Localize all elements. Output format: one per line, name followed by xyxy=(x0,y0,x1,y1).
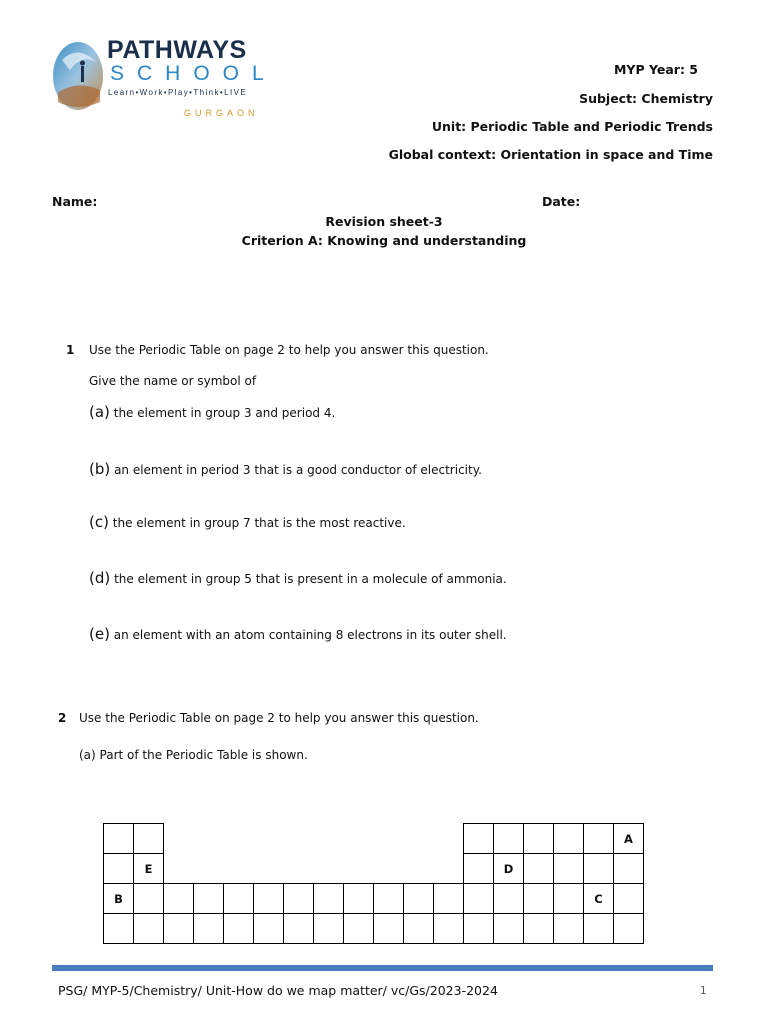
periodic-table-grid xyxy=(103,823,644,944)
logo-name: PATHWAYS xyxy=(107,36,247,64)
grid-cell xyxy=(464,854,494,884)
subject: Subject: Chemistry xyxy=(579,91,713,106)
grid-cell xyxy=(104,854,134,884)
grid-cell xyxy=(284,914,314,944)
grid-cell xyxy=(254,914,284,944)
myp-year: MYP Year: 5 xyxy=(613,62,698,77)
grid-cell xyxy=(134,914,164,944)
grid-cell xyxy=(254,884,284,914)
grid-cell xyxy=(194,914,224,944)
grid-cell xyxy=(584,854,614,884)
grid-cell xyxy=(554,884,584,914)
part-text: the element in group 7 that is the most reactive. xyxy=(112,516,406,530)
q2-part-a: (a) Part of the Periodic Table is shown. xyxy=(79,748,308,762)
date-label: Date: xyxy=(542,194,581,209)
grid-cell xyxy=(134,884,164,914)
grid-cell xyxy=(614,854,644,884)
part-text: the element in group 5 that is present in a molecule of ammonia. xyxy=(114,572,507,586)
part-letter: (b) xyxy=(89,460,111,478)
part-letter: (e) xyxy=(89,625,110,643)
grid-cell xyxy=(524,914,554,944)
grid-cell xyxy=(494,914,524,944)
table-row xyxy=(104,824,644,854)
grid-cell xyxy=(494,824,524,854)
grid-cell xyxy=(554,824,584,854)
grid-cell xyxy=(104,824,134,854)
grid-cell-a: A xyxy=(614,824,644,854)
grid-cell-b: B xyxy=(104,884,134,914)
unit: Unit: Periodic Table and Periodic Trends xyxy=(431,119,713,134)
logo-city: GURGAON xyxy=(184,108,259,118)
q1-number: 1 xyxy=(66,343,75,357)
grid-cell xyxy=(314,884,344,914)
name-label: Name: xyxy=(52,194,98,209)
footer-divider xyxy=(52,965,713,971)
criterion: Criterion A: Knowing and understanding xyxy=(241,233,527,248)
grid-cell xyxy=(464,824,494,854)
page-number: 1 xyxy=(700,985,707,997)
grid-cell xyxy=(434,914,464,944)
grid-cell xyxy=(164,914,194,944)
grid-cell xyxy=(314,914,344,944)
grid-cell xyxy=(554,854,584,884)
sheet-title: Revision sheet-3 xyxy=(325,214,443,229)
grid-cell-d: D xyxy=(494,854,524,884)
grid-cell xyxy=(524,884,554,914)
grid-cell xyxy=(494,884,524,914)
grid-cell xyxy=(374,884,404,914)
logo-emblem-icon xyxy=(52,40,104,112)
q1-part-a xyxy=(89,403,335,421)
grid-cell xyxy=(344,884,374,914)
grid-cell xyxy=(224,884,254,914)
logo-tagline: Learn•Work•Play•Think•LIVE xyxy=(108,88,248,97)
q1-intro: Use the Periodic Table on page 2 to help you answer this question. xyxy=(89,343,489,357)
part-letter: (d) xyxy=(89,569,111,587)
logo-school: SCHOOL xyxy=(110,62,277,85)
grid-cell xyxy=(134,824,164,854)
grid-cell xyxy=(584,824,614,854)
table-row xyxy=(104,854,644,884)
grid-cell xyxy=(524,824,554,854)
grid-cell xyxy=(464,914,494,944)
grid-cell xyxy=(404,884,434,914)
part-letter: (c) xyxy=(89,513,109,531)
part-text: an element with an atom containing 8 electrons in its outer shell. xyxy=(113,628,507,642)
part-text: the element in group 3 and period 4. xyxy=(113,406,336,420)
grid-cell xyxy=(614,914,644,944)
grid-cell xyxy=(404,914,434,944)
q1-part-b xyxy=(89,460,482,478)
q1-prompt: Give the name or symbol of xyxy=(89,374,257,388)
grid-cell xyxy=(104,914,134,944)
part-letter: (a) xyxy=(89,403,110,421)
q2-number: 2 xyxy=(58,711,67,725)
grid-cell xyxy=(224,914,254,944)
grid-cell-e: E xyxy=(134,854,164,884)
footer-text: PSG/ MYP-5/Chemistry/ Unit-How do we map matter/ vc/Gs/2023-2024 xyxy=(58,983,498,998)
grid-cell xyxy=(434,884,464,914)
global-context: Global context: Orientation in space and Time xyxy=(388,147,713,162)
grid-cell xyxy=(554,914,584,944)
school-logo xyxy=(52,36,277,120)
grid-cell-c: C xyxy=(584,884,614,914)
grid-cell xyxy=(284,884,314,914)
grid-cell xyxy=(344,914,374,944)
grid-cell xyxy=(524,854,554,884)
grid-cell xyxy=(194,884,224,914)
table-row xyxy=(104,884,644,914)
grid-cell xyxy=(374,914,404,944)
table-row xyxy=(104,914,644,944)
grid-cell xyxy=(614,884,644,914)
q1-part-e xyxy=(89,625,507,643)
q1-part-c xyxy=(89,513,406,531)
q1-part-d xyxy=(89,569,507,587)
q2-intro: Use the Periodic Table on page 2 to help you answer this question. xyxy=(79,711,479,725)
grid-cell xyxy=(584,914,614,944)
part-text: an element in period 3 that is a good conductor of electricity. xyxy=(114,463,482,477)
grid-cell xyxy=(164,884,194,914)
grid-cell xyxy=(464,884,494,914)
